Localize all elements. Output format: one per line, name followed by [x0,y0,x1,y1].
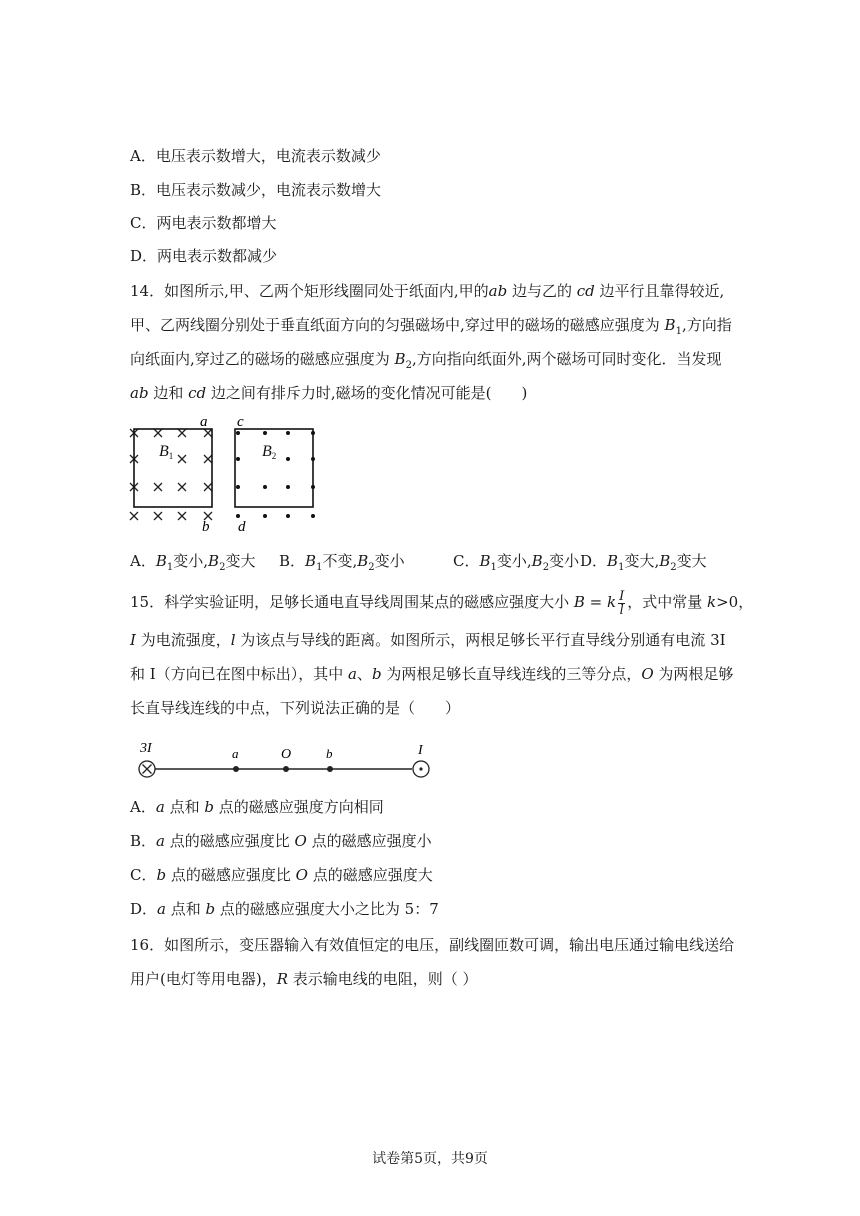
field-into-page-mark [178,429,186,437]
coil-yi [235,429,313,507]
label-d: d [238,519,246,532]
q15-stem-line2: I 为电流强度，l 为该点与导线的距离。如图所示，两根足够长平行直导线分别通有电流 3I [130,631,726,649]
label-b: b [326,746,333,761]
field-out-of-page-mark [286,514,290,518]
page-footer: 试卷第5页，共9页 [372,1151,488,1167]
q15-option-b: B．a 点的磁感应强度比 O 点的磁感应强度小 [130,832,432,850]
q14-coils-figure [122,412,332,532]
point-O [283,766,289,772]
field-out-of-page-mark [286,457,290,461]
q15-stem-line3: 和 I（方向已在图中标出），其中 a、b 为两根足够长直导线连线的三等分点，O 为两根足够 [130,665,734,683]
field-out-of-page-mark [263,485,267,489]
point-a [233,766,239,772]
field-into-page-mark [178,483,186,491]
field-out-of-page-mark [286,485,290,489]
label-3I: 3I [140,741,152,756]
q14-option-a: A．$B_1$变小$,B_2$变大 [130,552,256,573]
field-into-page-mark [178,512,186,520]
field-out-of-page-mark [311,514,315,518]
formula-fraction: $\frac{I}{l}$ [619,588,625,618]
label-B2: B2 [262,443,277,461]
point-b [327,766,333,772]
field-out-of-page-mark [236,485,240,489]
label-I: I [418,743,423,758]
q14-stem-line2: 甲、乙两线圈分别处于垂直纸面方向的匀强磁场中,穿过甲的磁场的磁感应强度为 $B_1$,方向指 [130,316,732,337]
field-into-page-mark [154,483,162,491]
label-a: a [232,746,239,761]
q15-option-d: D．a 点和 b 点的磁感应强度大小之比为 5：7 [130,900,439,918]
field-out-of-page-mark [236,457,240,461]
label-O: O [281,747,292,762]
field-out-of-page-mark [236,431,240,435]
field-out-of-page-mark [236,514,240,518]
label-c: c [237,414,244,430]
field-into-page-mark [204,429,212,437]
field-out-of-page-mark [286,431,290,435]
field-out-of-page-mark [263,514,267,518]
field-into-page-mark [154,429,162,437]
q14-stem-line3: 向纸面内,穿过乙的磁场的磁感应强度为 $B_2$,方向指向纸面外,两个磁场可同时变化．当发现 [130,350,722,371]
field-into-page-mark [204,455,212,463]
q14-option-b: B．$B_1$不变$,B_2$变小 [279,552,405,573]
q14-options [130,551,707,578]
label-a: a [200,414,208,430]
q16-stem-line1: 16．如图所示，变压器输入有效值恒定的电压，副线圈匝数可调，输出电压通过输电线送给 [130,936,735,954]
q13-option-c: C．两电表示数都增大 [130,214,277,232]
field-into-page-mark [204,483,212,491]
q14-option-c: C．$B_1$变小$,B_2$变小 [453,552,580,573]
q14-stem-line1: 14．如图所示,甲、乙两个矩形线圈同处于纸面内,甲的ab 边与乙的 cd 边平行且靠得较近, [130,282,725,300]
label-B1: B1 [159,443,174,461]
q16-stem-line2: 用户(电灯等用电器)，R 表示输电线的电阻，则（ ） [130,970,478,988]
q15-stem-line1: 15．科学实验证明，足够长通电直导线周围某点的磁感应强度大小 B = k $\frac{I}{l}$ ，式中常量 k>0， [130,588,754,618]
q15-option-c: C．b 点的磁感应强度比 O 点的磁感应强度大 [130,866,433,884]
q14-option-d: D．$B_1$变大$,B_2$变大 [580,552,707,573]
q13-option-d: D．两电表示数都减少 [130,247,278,265]
dot-marks-region [236,431,315,518]
field-out-of-page-mark [263,431,267,435]
dot-icon [419,767,422,770]
field-into-page-mark [130,512,138,520]
q15-wires-figure [130,740,440,784]
q13-option-a: A．电压表示数增大，电流表示数减少 [130,147,381,165]
q14-stem-line4: ab 边和 cd 边之间有排斥力时,磁场的变化情况可能是( ) [130,384,528,402]
q15-stem-line4: 长直导线连线的中点，下列说法正确的是（ ） [130,699,461,717]
q13-option-b: B．电压表示数减少，电流表示数增大 [130,181,382,199]
coil-jia [134,429,212,507]
field-into-page-mark [154,512,162,520]
label-b: b [202,519,210,532]
q15-option-a: A．a 点和 b 点的磁感应强度方向相同 [130,798,384,816]
field-into-page-mark [178,455,186,463]
